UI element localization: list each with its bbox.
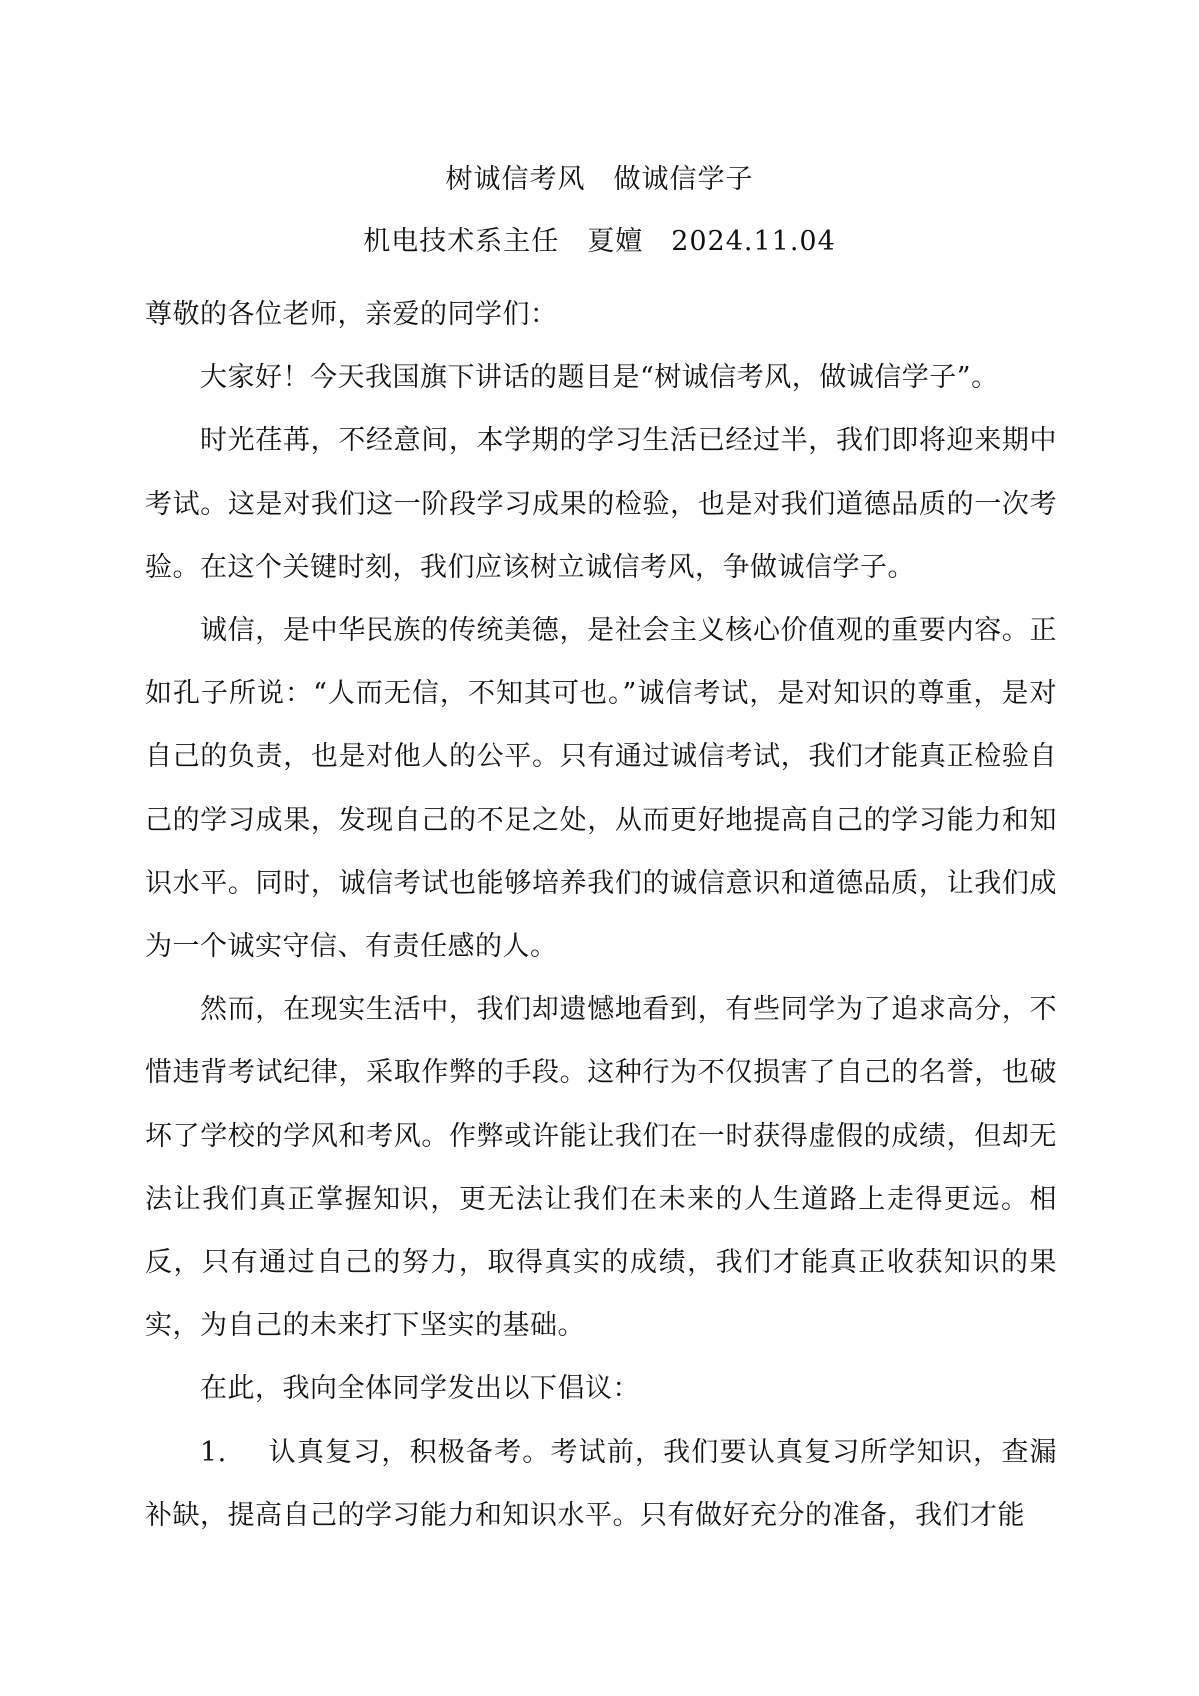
list-item xyxy=(145,1421,1057,1547)
paragraph: 诚信，是中华民族的传统美德，是社会主义核心价值观的重要内容。正如孔子所说：“人而无信，不知其可也。”诚信考试，是对知识的尊重，是对自己的负责，也是对他人的公平。只有通过诚信考试，我们才能真正检验自己的学习成果，发现自己的不足之处，从而更好地提高自己的学习能力和知识水平。同时，诚信考试也能够培养我们的诚信意识和道德品质，让我们成为一个诚实守信、有责任感的人。 xyxy=(145,615,1057,963)
list-item-number: 1. xyxy=(200,1436,227,1468)
document-title: 树诚信考风 做诚信学子 xyxy=(445,164,754,195)
paragraph: 然而，在现实生活中，我们却遗憾地看到，有些同学为了追求高分，不惜违背考试纪律，采取作弊的手段。这种行为不仅损害了自己的名誉，也破坏了学校的学风和考风。作弊或许能让我们在一时获得虚假的成绩，但却无法让我们真正掌握知识，更无法让我们在未来的人生道路上走得更远。相反，只有通过自己的努力，取得真实的成绩，我们才能真正收获知识的果实，为自己的未来打下坚实的基础。 xyxy=(145,994,1057,1342)
list-item-text: 认真复习，积极备考。考试前，我们要认真复习所学知识，查漏补缺，提高自己的学习能力和知识水平。只有做好充分的准备，我们才能 xyxy=(145,1436,1057,1531)
salutation: 尊敬的各位老师，亲爱的同学们： xyxy=(145,299,558,330)
document-body xyxy=(145,283,1057,1547)
paragraph: 在此，我向全体同学发出以下倡议： xyxy=(200,1373,640,1405)
paragraph: 大家好！今天我国旗下讲话的题目是“树诚信考风，做诚信学子”。 xyxy=(200,362,999,394)
document-byline: 机电技术系主任 夏嬗 2024.11.04 xyxy=(363,226,836,257)
paragraph: 时光荏苒，不经意间，本学期的学习生活已经过半，我们即将迎来期中考试。这是对我们这一阶段学习成果的检验，也是对我们道德品质的一次考验。在这个关键时刻，我们应该树立诚信考风，争做诚信学子。 xyxy=(145,425,1057,583)
